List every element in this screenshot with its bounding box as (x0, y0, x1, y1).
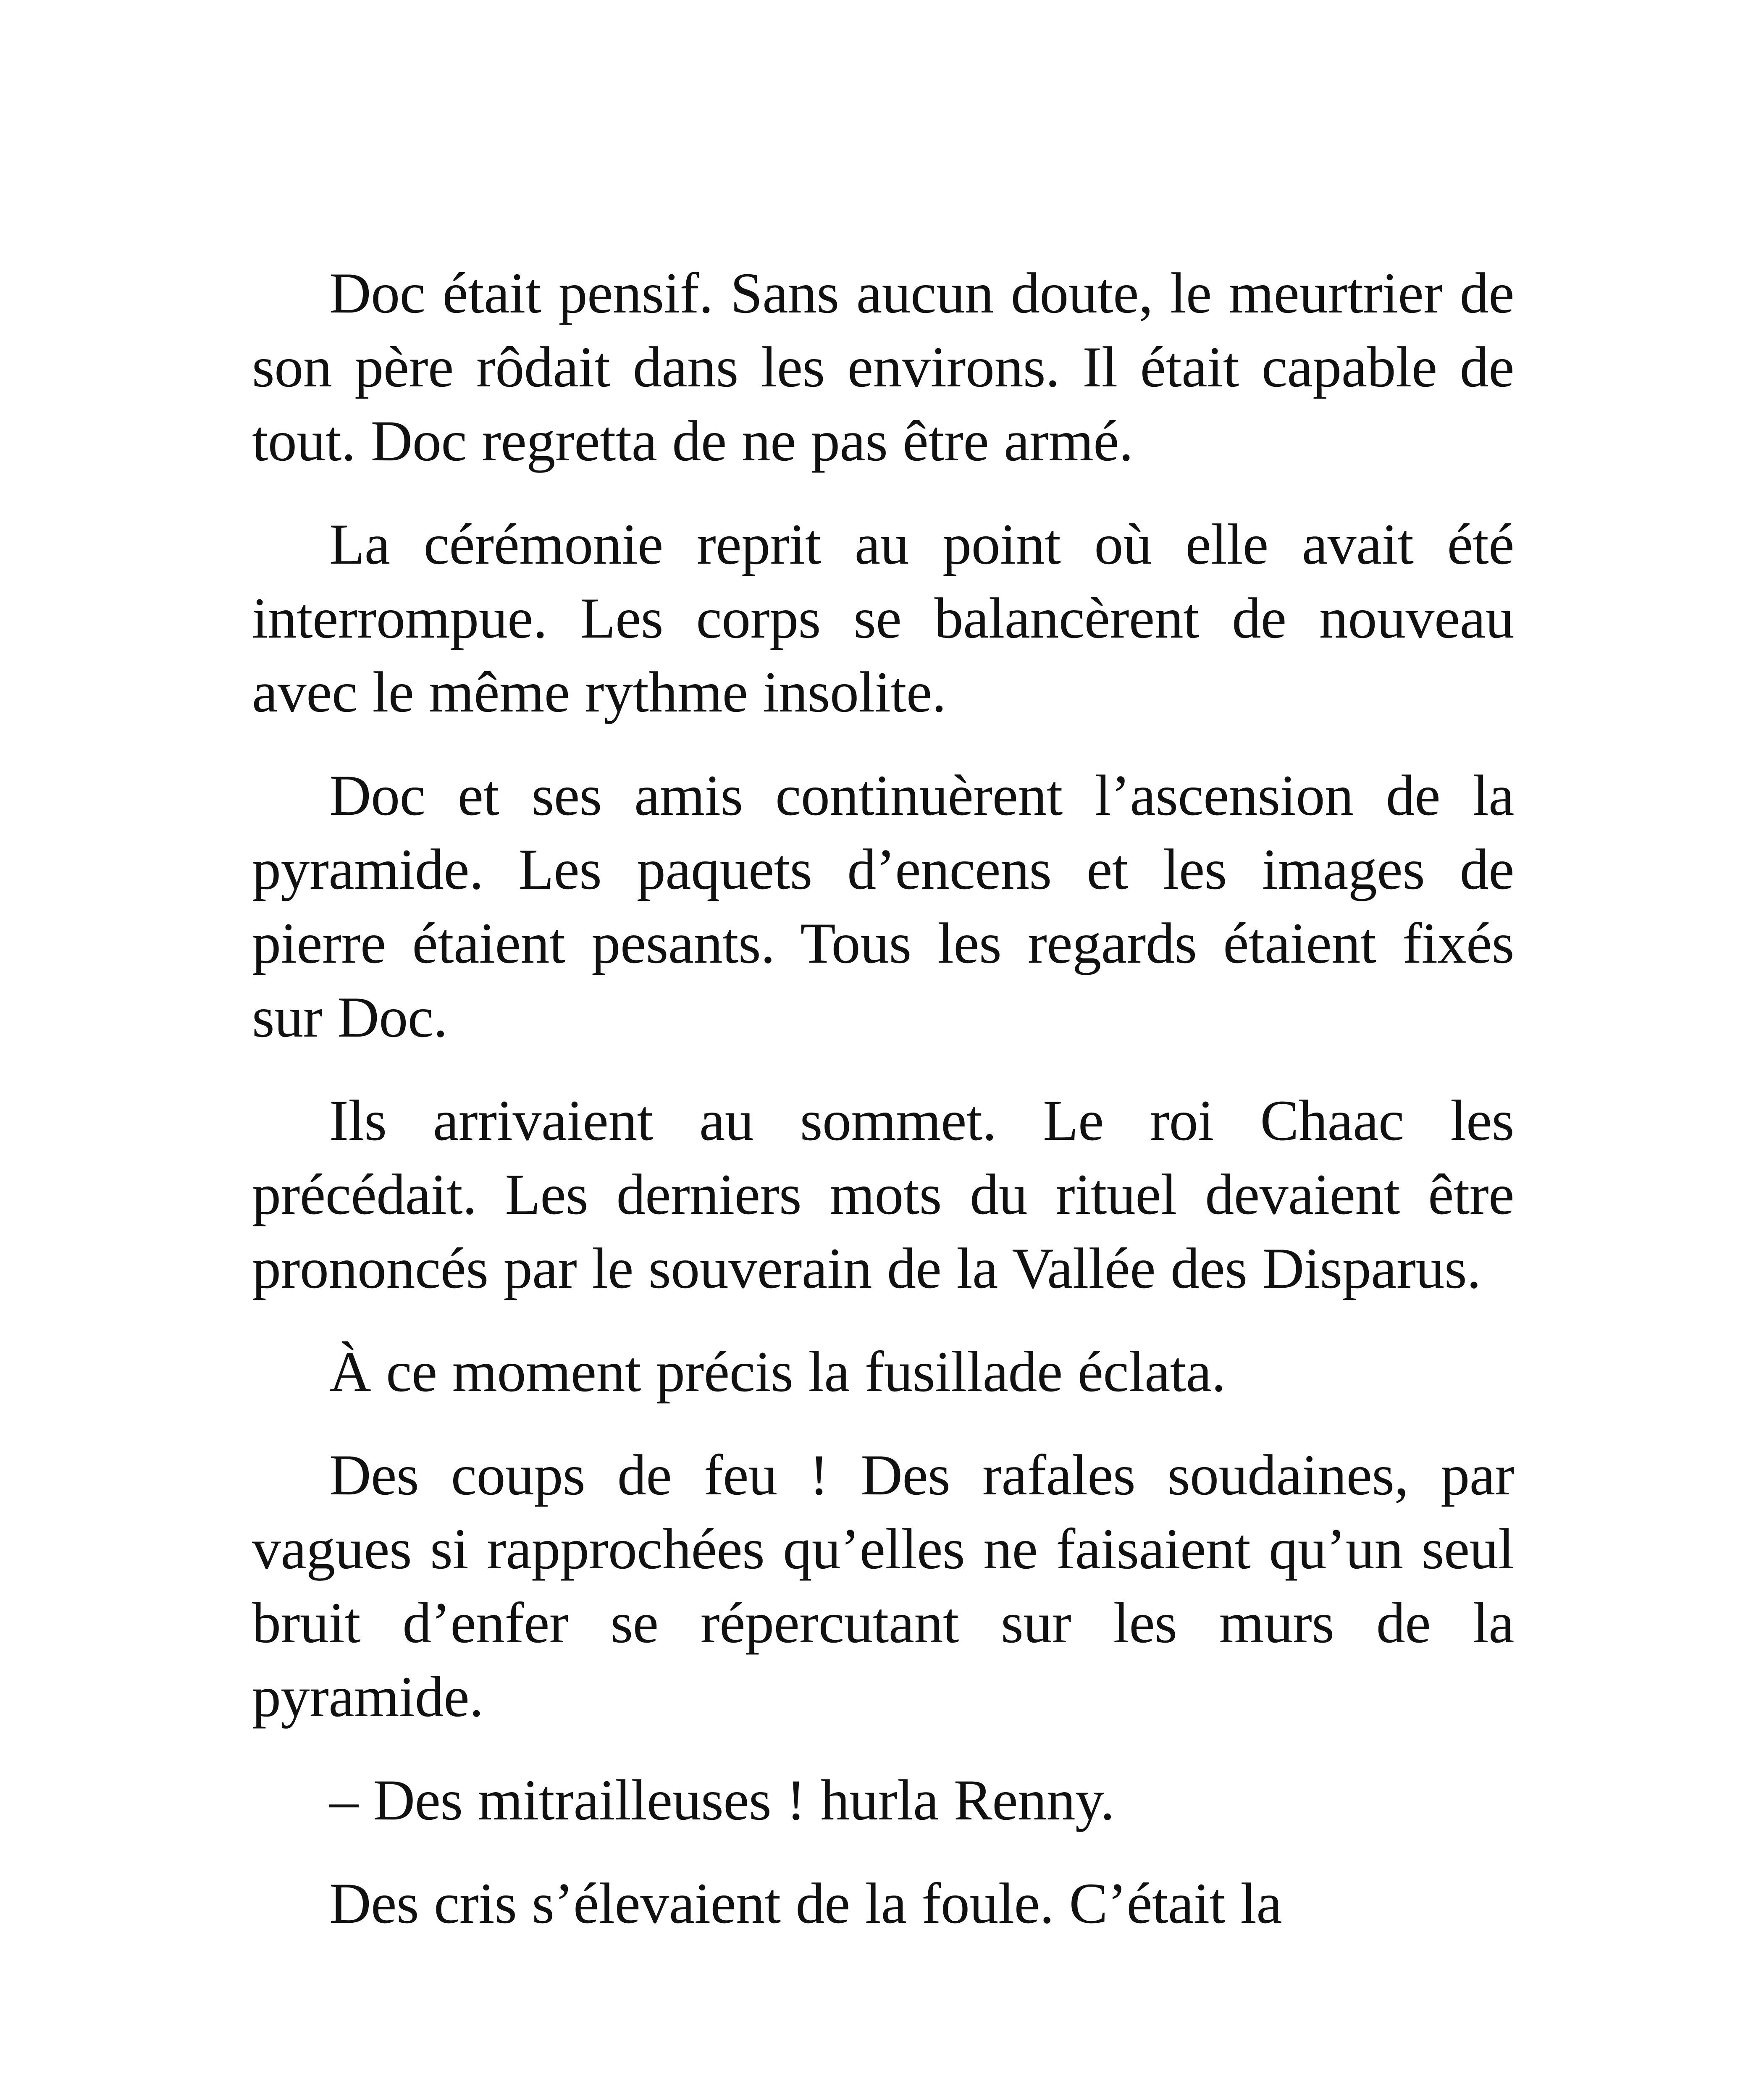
paragraph: À ce moment précis la fusillade éclata. (329, 1339, 1226, 1404)
paragraph: Doc et ses amis continuèrent l’ascension de la pyramide. Les paquets d’encens et les images de pierre étaient pesants. Tous les regards étaient fixés sur Doc. (252, 763, 1514, 1049)
page-text (252, 256, 1514, 1970)
paragraph: La cérémonie reprit au point où elle avait été interrompue. Les corps se balancèrent de nouveau avec le même rythme insolite. (252, 512, 1514, 724)
paragraph: – Des mitrailleuses ! hurla Renny. (329, 1768, 1115, 1832)
paragraph: Doc était pensif. Sans aucun doute, le meurtrier de son père rôdait dans les environs. Il était capable de tout. Doc regretta de ne pas être armé. (252, 261, 1514, 473)
paragraph: Des cris s’élevaient de la foule. C’était la (329, 1871, 1282, 1935)
paragraph: Des coups de feu ! Des rafales soudaines, par vagues si rapprochées qu’elles ne faisaient qu’un seul bruit d’enfer se répercutant sur les murs de la pyramide. (252, 1443, 1514, 1729)
paragraph: Ils arrivaient au sommet. Le roi Chaac les précédait. Les derniers mots du rituel devaient être prononcés par le souverain de la Vallée des Disparus. (252, 1088, 1514, 1300)
